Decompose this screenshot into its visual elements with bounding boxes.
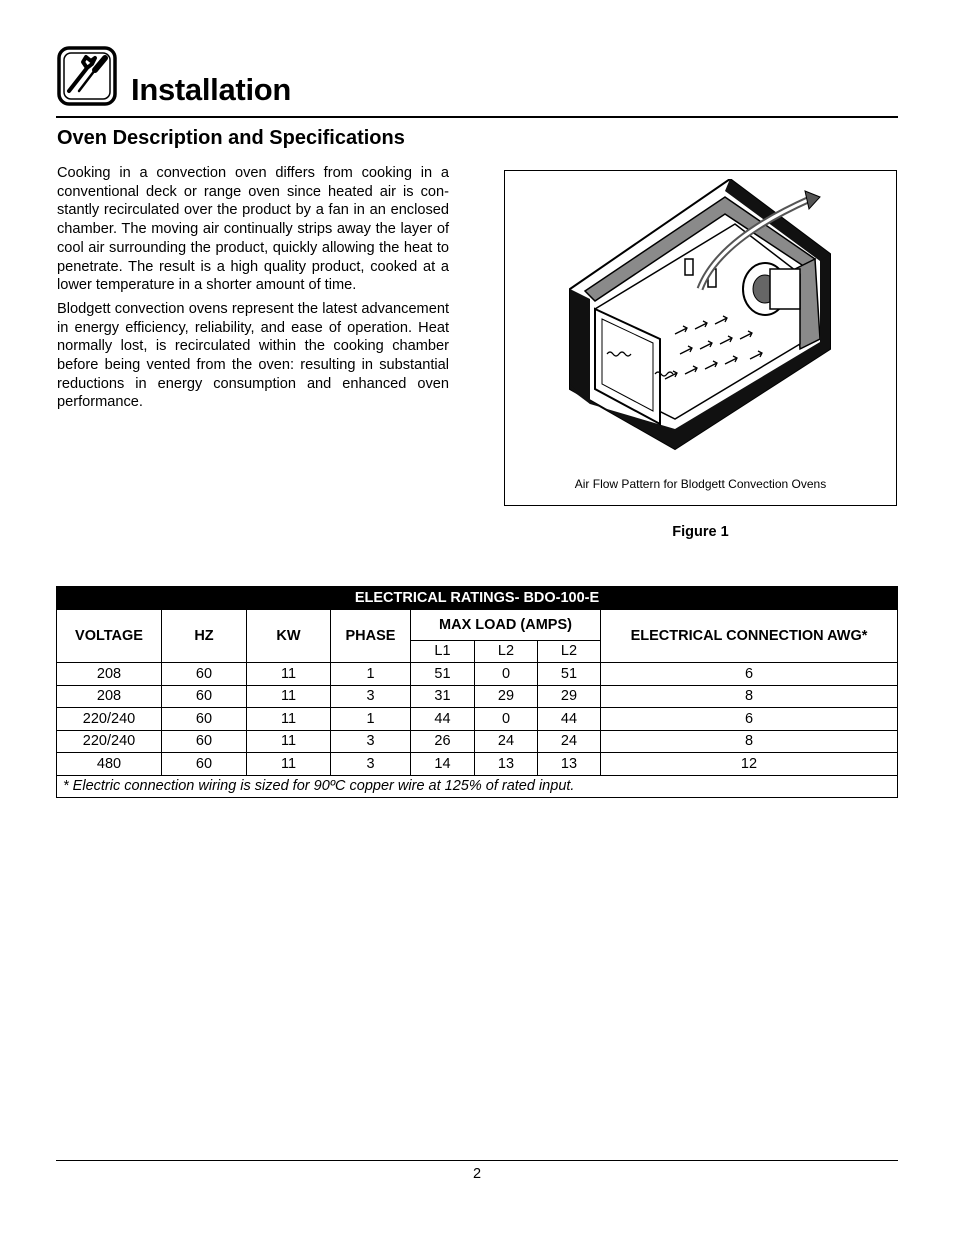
table-header-row <box>57 609 898 640</box>
header-max-load: MAX LOAD (AMPS) <box>411 609 601 640</box>
table-cell: 3 <box>331 685 411 708</box>
table-cell: 12 <box>601 753 898 776</box>
header-l2: L2 <box>475 640 538 663</box>
table-cell: 26 <box>411 730 475 753</box>
table-cell: 11 <box>247 753 331 776</box>
table-cell: 13 <box>538 753 601 776</box>
oven-airflow-diagram <box>565 179 835 469</box>
table-cell: 220/240 <box>57 730 162 753</box>
table-cell: 1 <box>331 663 411 686</box>
table-cell: 3 <box>331 730 411 753</box>
page-title: Installation <box>131 72 292 107</box>
table-cell: 29 <box>538 685 601 708</box>
header-phase: PHASE <box>331 609 411 663</box>
table-cell: 60 <box>162 753 247 776</box>
header-hz: HZ <box>162 609 247 663</box>
table-cell: 14 <box>411 753 475 776</box>
table-note-row <box>57 775 898 798</box>
table-cell: 60 <box>162 730 247 753</box>
table-cell: 220/240 <box>57 708 162 731</box>
table-cell: 44 <box>538 708 601 731</box>
table-row <box>57 708 898 731</box>
paragraph-1: Cooking in a convection oven differs from cooking in a conventional deck or range oven since heated air is constantly recirculated over the product by a fan in an enclosed chamber. The moving air continually strips away the layer of cool air surrounding the product, quickly allowing the heat to penetrate. The result is a high quality product, cooked at a lower temperature in a shorter amount of time. <box>57 165 449 294</box>
section-title: Oven Description and Specifications <box>57 127 405 149</box>
table-cell: 208 <box>57 663 162 686</box>
header-l1: L1 <box>411 640 475 663</box>
footer-divider <box>56 1160 898 1161</box>
table-cell: 6 <box>601 663 898 686</box>
electrical-ratings-table <box>56 586 898 798</box>
table-cell: 0 <box>475 663 538 686</box>
header-voltage: VOLTAGE <box>57 609 162 663</box>
table-cell: 0 <box>475 708 538 731</box>
table-cell: 11 <box>247 685 331 708</box>
wrench-screwdriver-icon <box>57 46 117 106</box>
table-cell: 480 <box>57 753 162 776</box>
table-cell: 24 <box>475 730 538 753</box>
table-row <box>57 663 898 686</box>
table-cell: 11 <box>247 708 331 731</box>
table-cell: 3 <box>331 753 411 776</box>
table-title: ELECTRICAL RATINGS- BDO-100-E <box>57 587 898 610</box>
header-connection: ELECTRICAL CONNECTION AWG* <box>601 609 898 663</box>
body-text <box>57 164 449 417</box>
table-cell: 31 <box>411 685 475 708</box>
table-cell: 11 <box>247 663 331 686</box>
figure-caption: Air Flow Pattern for Blodgett Convection Ovens <box>574 477 827 491</box>
title-divider <box>56 116 898 118</box>
header-kw: KW <box>247 609 331 663</box>
figure-box <box>504 170 897 506</box>
page-number: 2 <box>472 1166 482 1182</box>
table-cell: 6 <box>601 708 898 731</box>
table-title-row <box>57 587 898 610</box>
table-row <box>57 753 898 776</box>
table-cell: 11 <box>247 730 331 753</box>
table-cell: 60 <box>162 708 247 731</box>
paragraph-2: Blodgett convection ovens represent the latest advancement in energy efficiency, reliability, and ease of operation. Heat normally lost, is recirculated within the cooking chamber before being vented from the oven: resulting in substantial reductions in energy consumption and enhanced oven performance. <box>57 300 449 411</box>
table-cell: 24 <box>538 730 601 753</box>
table-cell: 60 <box>162 663 247 686</box>
header-l2: L2 <box>538 640 601 663</box>
table-cell: 29 <box>475 685 538 708</box>
table-cell: 8 <box>601 730 898 753</box>
table-row <box>57 685 898 708</box>
table-cell: 51 <box>411 663 475 686</box>
table-footnote: * Electric connection wiring is sized for 90ºC copper wire at 125% of rated input. <box>57 775 898 798</box>
table-cell: 60 <box>162 685 247 708</box>
table-row <box>57 730 898 753</box>
table-cell: 1 <box>331 708 411 731</box>
table-cell: 44 <box>411 708 475 731</box>
table-cell: 51 <box>538 663 601 686</box>
figure-label: Figure 1 <box>672 524 729 540</box>
table-cell: 8 <box>601 685 898 708</box>
table-cell: 208 <box>57 685 162 708</box>
table-cell: 13 <box>475 753 538 776</box>
